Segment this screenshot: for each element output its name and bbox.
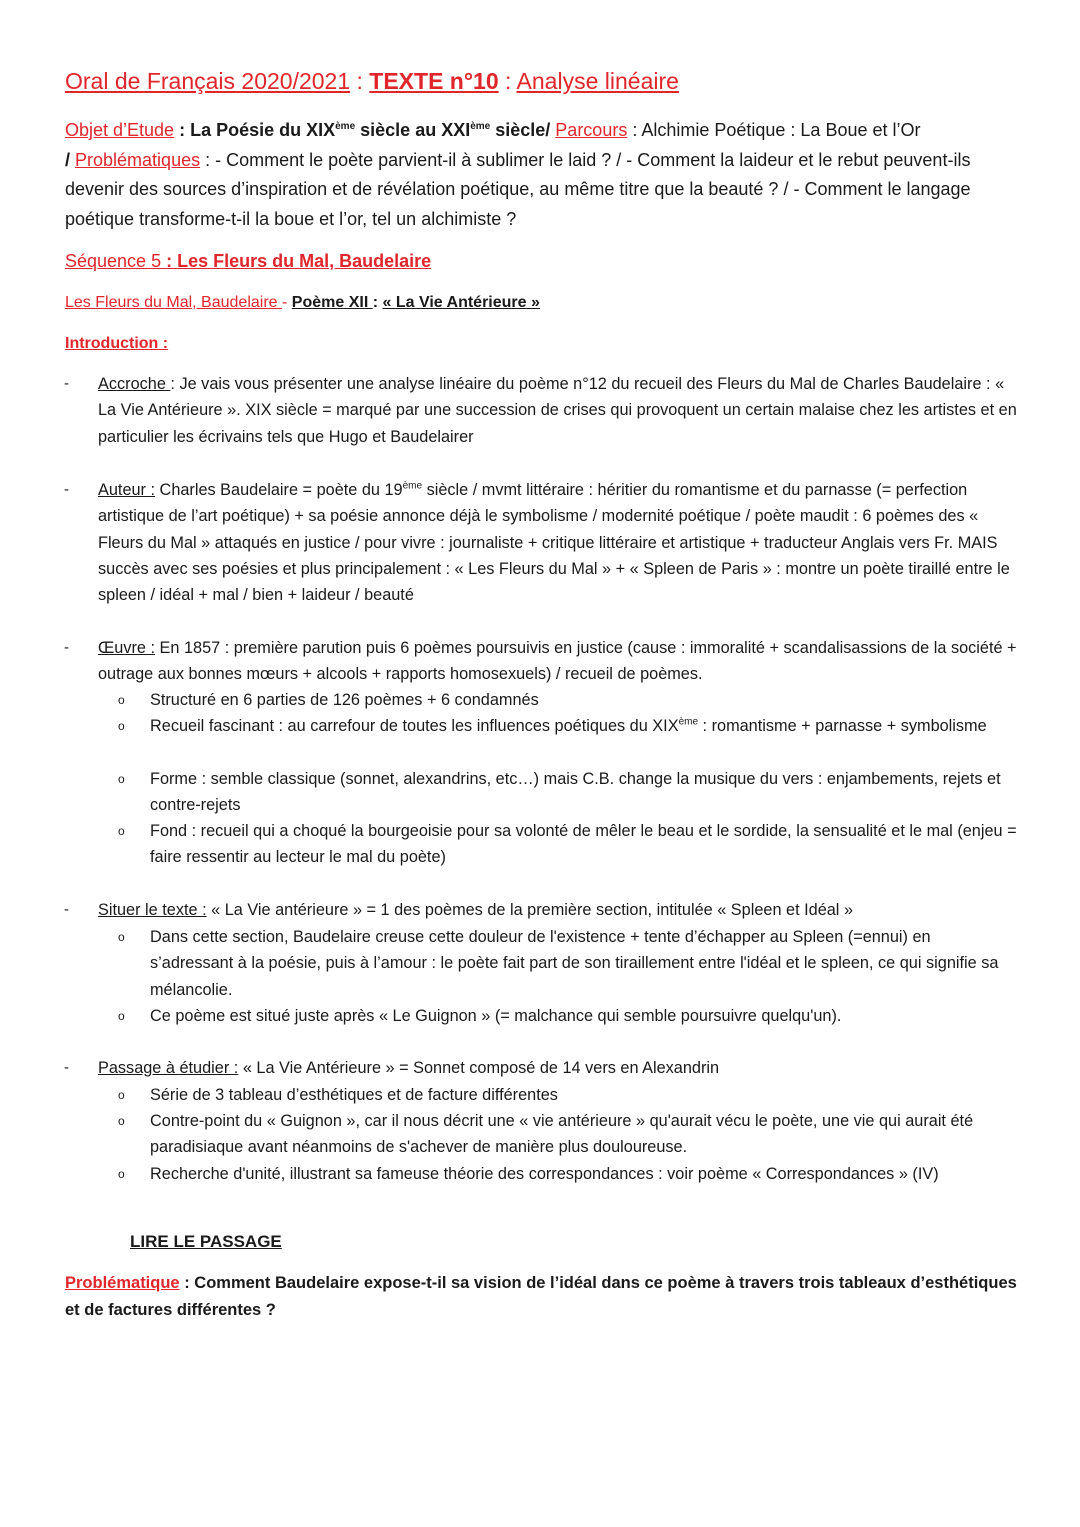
sequence-heading (65, 248, 431, 274)
list-bullet: o (118, 772, 125, 786)
objet-text: siècle/ (490, 120, 556, 140)
list-bullet: o (118, 824, 125, 838)
title-oral: Oral de Français 2020/2021 (65, 68, 351, 94)
passage-text: « La Vie Antérieure » = Sonnet composé de 14 vers en Alexandrin (238, 1059, 720, 1077)
oeuvre-paragraph (98, 635, 1023, 688)
oeuvre-item: Fond : recueil qui a choqué la bourgeoisie pour sa volonté de mêler le beau et le sordide, la sensualité et le mal (enjeu = faire ressentir au lecteur le mal du poète) (150, 822, 1017, 867)
oeuvre-item-sup: ème (678, 716, 699, 728)
title-texte: TEXTE n°10 (369, 68, 499, 94)
passage-item: Recherche d'unité, illustrant sa fameuse théorie des correspondances : voir poème « Correspondances » (IV) (150, 1165, 939, 1183)
objet-text: La Poésie du XIX (190, 120, 336, 140)
passage-paragraph (98, 1055, 1023, 1081)
list-dash: - (64, 481, 69, 498)
introduction-heading: Introduction : (65, 335, 169, 352)
oeuvre-item-text: Recueil fascinant : au carrefour de toutes les influences poétiques du XIX (150, 717, 679, 735)
situer-item: Ce poème est situé juste après « Le Guignon » (= malchance qui semble poursuivre quelqu'un). (150, 1007, 842, 1025)
oeuvre-item: Forme : semble classique (sonnet, alexandrins, etc…) mais C.B. change la musique du vers : enjambements, rejets et contre-rejets (150, 770, 1001, 815)
problematique-block (65, 1270, 1025, 1324)
slash: / (65, 149, 76, 170)
list-bullet: o (118, 1009, 125, 1023)
objet-sup: ème (470, 121, 491, 132)
poem-dash: - (282, 294, 292, 311)
list-dash: - (64, 1059, 69, 1076)
passage-item: Contre-point du « Guignon », car il nous décrit une « vie antérieure » qu'aurait vécu le poète, une vie qui aurait été paradisiaque avant néanmoins de s'achever de manière plus douloureuse. (150, 1112, 974, 1157)
sequence-title: Les Fleurs du Mal, Baudelaire (177, 251, 432, 271)
objet-sup: ème (335, 121, 356, 132)
objet-text: siècle au XXI (355, 120, 471, 140)
oeuvre-item: Structuré en 6 parties de 126 poèmes + 6 condamnés (150, 691, 539, 709)
oeuvre-text: En 1857 : première parution puis 6 poèmes poursuivis en justice (cause : immoralité + scandalisassions de la société + outrage aux bonnes mœurs + alcools + rapports homosexuels) / recueil de poèmes. (98, 639, 1017, 684)
situer-text: « La Vie antérieure » = 1 des poèmes de la première section, intitulée « Spleen et Idéal » (206, 901, 854, 919)
poem-colon: : (372, 294, 383, 311)
title-sep: : (350, 68, 370, 94)
auteur-text: Charles Baudelaire = poète du 19 (155, 481, 403, 499)
accroche-text: : Je vais vous présenter une analyse linéaire du poème n°12 du recueil des Fleurs du Mal de Charles Baudelaire : « La Vie Antérieure ». XIX siècle = marqué par une succession de crises qui provoquent un certain malaise chez les artistes et en particulier les écrivains tels que Hugo et Baudelairer (98, 375, 1017, 446)
page-title (65, 66, 679, 96)
oeuvre-label: Œuvre : (98, 639, 156, 657)
passage-label: Passage à étudier : (98, 1059, 239, 1077)
problematiques-text: : - Comment le poète parvient-il à sublimer le laid ? / - Comment la laideur et le rebut peuvent-ils devenir des sources d’inspiration et de révélation poétique, au même titre que la beauté ? / - Comment le langage poétique transforme-t-il la boue et l’or, tel un alchimiste ? (65, 149, 971, 229)
list-dash: - (64, 375, 69, 392)
oeuvre-item (150, 713, 1018, 739)
list-bullet: o (118, 1088, 125, 1102)
accroche-label: Accroche (98, 375, 171, 393)
oeuvre-item-text: : romantisme + parnasse + symbolisme (698, 717, 987, 735)
list-bullet: o (118, 693, 125, 707)
situer-paragraph (98, 897, 1023, 923)
problematiques-label: Problématiques (75, 149, 201, 170)
list-dash: - (64, 639, 69, 656)
poem-heading (65, 291, 540, 315)
poem-book: Les Fleurs du Mal, Baudelaire (65, 294, 282, 311)
poem-title: « La Vie Antérieure » (382, 294, 540, 311)
title-sep: : (498, 68, 517, 94)
list-bullet: o (118, 1114, 125, 1128)
list-dash: - (64, 901, 69, 918)
title-analyse: Analyse linéaire (516, 68, 679, 94)
auteur-text: siècle / mvmt littéraire : héritier du romantisme et du parnasse (= perfection artistique de l’art poétique) + sa poésie annonce déjà le symbolisme / modernité poétique / poète maudit : 6 poèmes des « Fleurs du Mal » attaqués en justice / pour vivre : journaliste + critique littéraire et artistique + traducteur Anglais vers Fr. MAIS succès avec ses poésies et plus principalement : « Les Fleurs du Mal » + « Spleen de Paris » : montre un poète tiraillé entre le spleen / idéal + mal / bien + laideur / beauté (98, 481, 1010, 605)
objet-colon: : (174, 120, 191, 140)
auteur-paragraph (98, 477, 1023, 608)
sequence-label: Séquence 5 (65, 251, 162, 271)
objet-label: Objet d’Etude (65, 120, 175, 140)
lire-passage-heading: LIRE LE PASSAGE (130, 1232, 282, 1251)
objet-etude-block (65, 116, 1025, 234)
problematique-label: Problématique (65, 1274, 180, 1292)
situer-item: Dans cette section, Baudelaire creuse cette douleur de l'existence + tente d’échapper au Spleen (=ennui) en s’adressant à la poésie, puis à l’amour : le poète fait part de son tiraillement entre l'idéal et le spleen, ce qui signifie sa mélancolie. (150, 928, 999, 999)
list-bullet: o (118, 719, 125, 733)
sequence-colon: : (161, 251, 178, 271)
accroche-paragraph (98, 371, 1023, 450)
poem-label: Poème XII (291, 294, 373, 311)
parcours-label: Parcours (555, 120, 628, 140)
auteur-label: Auteur : (98, 481, 156, 499)
parcours-text: : Alchimie Poétique : La Boue et l’Or (627, 120, 921, 140)
auteur-sup: ème (402, 480, 423, 492)
problematique-text: : Comment Baudelaire expose-t-il sa vision de l’idéal dans ce poème à travers trois tableaux d’esthétiques et de factures différentes ? (65, 1274, 1017, 1319)
situer-label: Situer le texte : (98, 901, 207, 919)
passage-item: Série de 3 tableau d’esthétiques et de facture différentes (150, 1086, 558, 1104)
list-bullet: o (118, 1167, 125, 1181)
list-bullet: o (118, 930, 125, 944)
